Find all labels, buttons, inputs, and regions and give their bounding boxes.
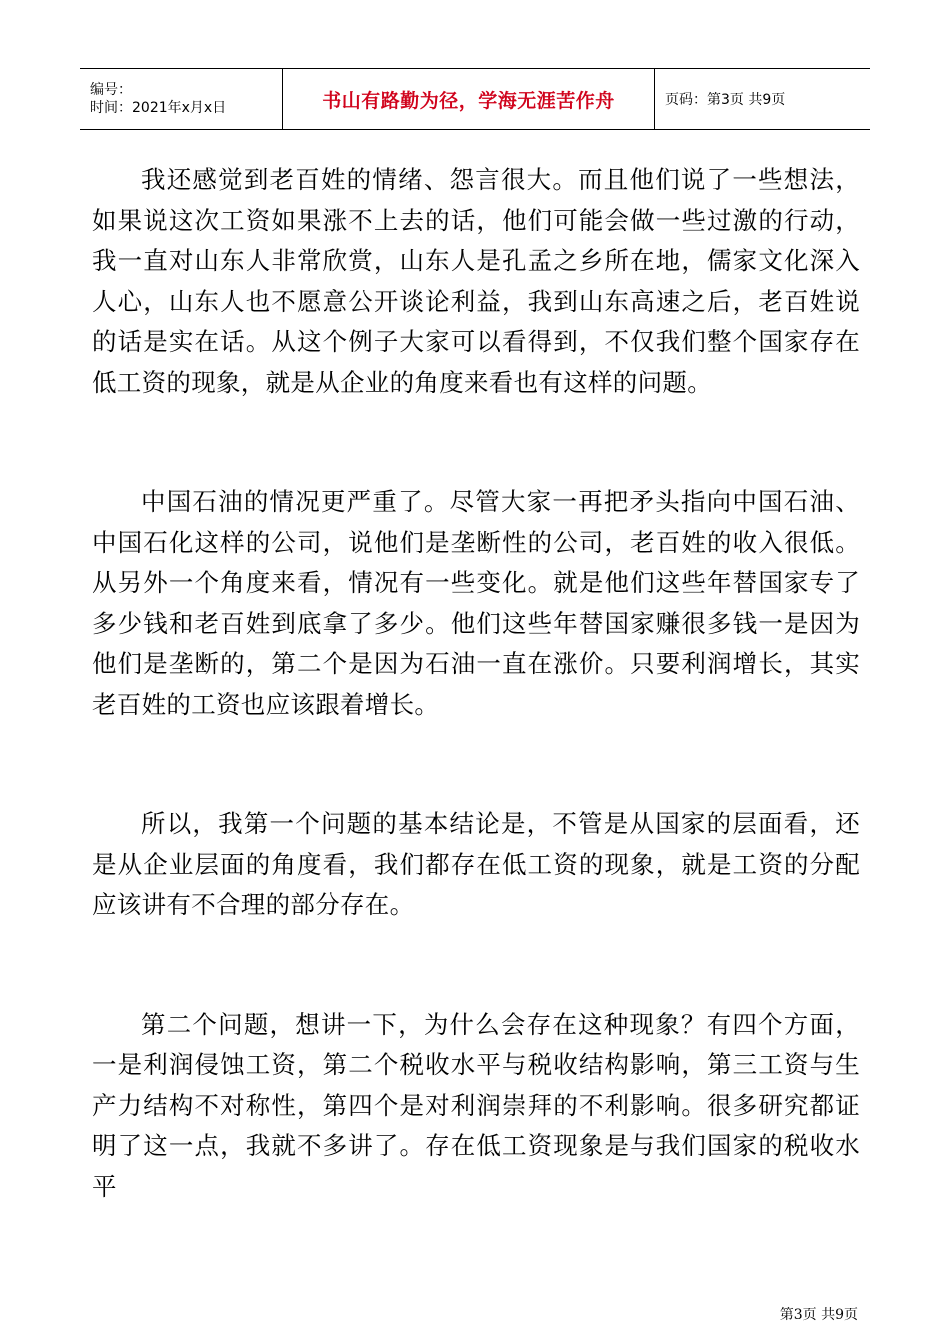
paragraph-1: 我还感觉到老百姓的情绪、怨言很大。而且他们说了一些想法，如果说这次工资如果涨不上去的话，他们可能会做一些过激的行动，我一直对山东人非常欣赏，山东人是孔孟之乡所在地，儒家文化深入人心，山东人也不愿意公开谈论利益，我到山东高速之后，老百姓说的话是实在话。从这个例子大家可以看得到，不仅我们整个国家存在低工资的现象，就是从企业的角度来看也有这样的问题。 <box>92 165 860 397</box>
footer-page-number: 第3页 共9页 <box>779 1307 858 1323</box>
document-number-label: 编号： <box>90 82 132 98</box>
header-page-number: 页码：第3页 共9页 <box>665 92 786 108</box>
document-time-label: 时间：2021年x月x日 <box>90 100 227 116</box>
paragraph-4: 第二个问题，想讲一下，为什么会存在这种现象？有四个方面，一是利润侵蚀工资，第二个税收水平与税收结构影响，第三工资与生产力结构不对称性，第四个是对利润崇拜的不利影响。很多研究都证明了这一点，我就不多讲了。存在低工资现象是与我们国家的税收水平 <box>92 1009 860 1201</box>
paragraph-3: 所以，我第一个问题的基本结论是，不管是从国家的层面看，还是从企业层面的角度看，我们都存在低工资的现象，就是工资的分配应该讲有不合理的部分存在。 <box>92 809 860 919</box>
header-motto-cell <box>283 69 655 129</box>
paragraph-2: 中国石油的情况更严重了。尽管大家一再把矛头指向中国石油、中国石化这样的公司，说他们是垄断性的公司，老百姓的收入很低。从另外一个角度来看，情况有一些变化。就是他们这些年替国家专了多少钱和老百姓到底拿了多少。他们这些年替国家赚很多钱一是因为他们是垄断的，第二个是因为石油一直在涨价。只要利润增长，其实老百姓的工资也应该跟着增长。 <box>92 487 860 719</box>
header-meta <box>80 69 283 129</box>
document-body <box>92 160 860 1207</box>
header-page-cell <box>655 69 870 129</box>
header-motto: 书山有路勤为径，学海无涯苦作舟 <box>322 89 615 112</box>
page-footer <box>780 1304 858 1324</box>
page-header <box>80 68 870 130</box>
